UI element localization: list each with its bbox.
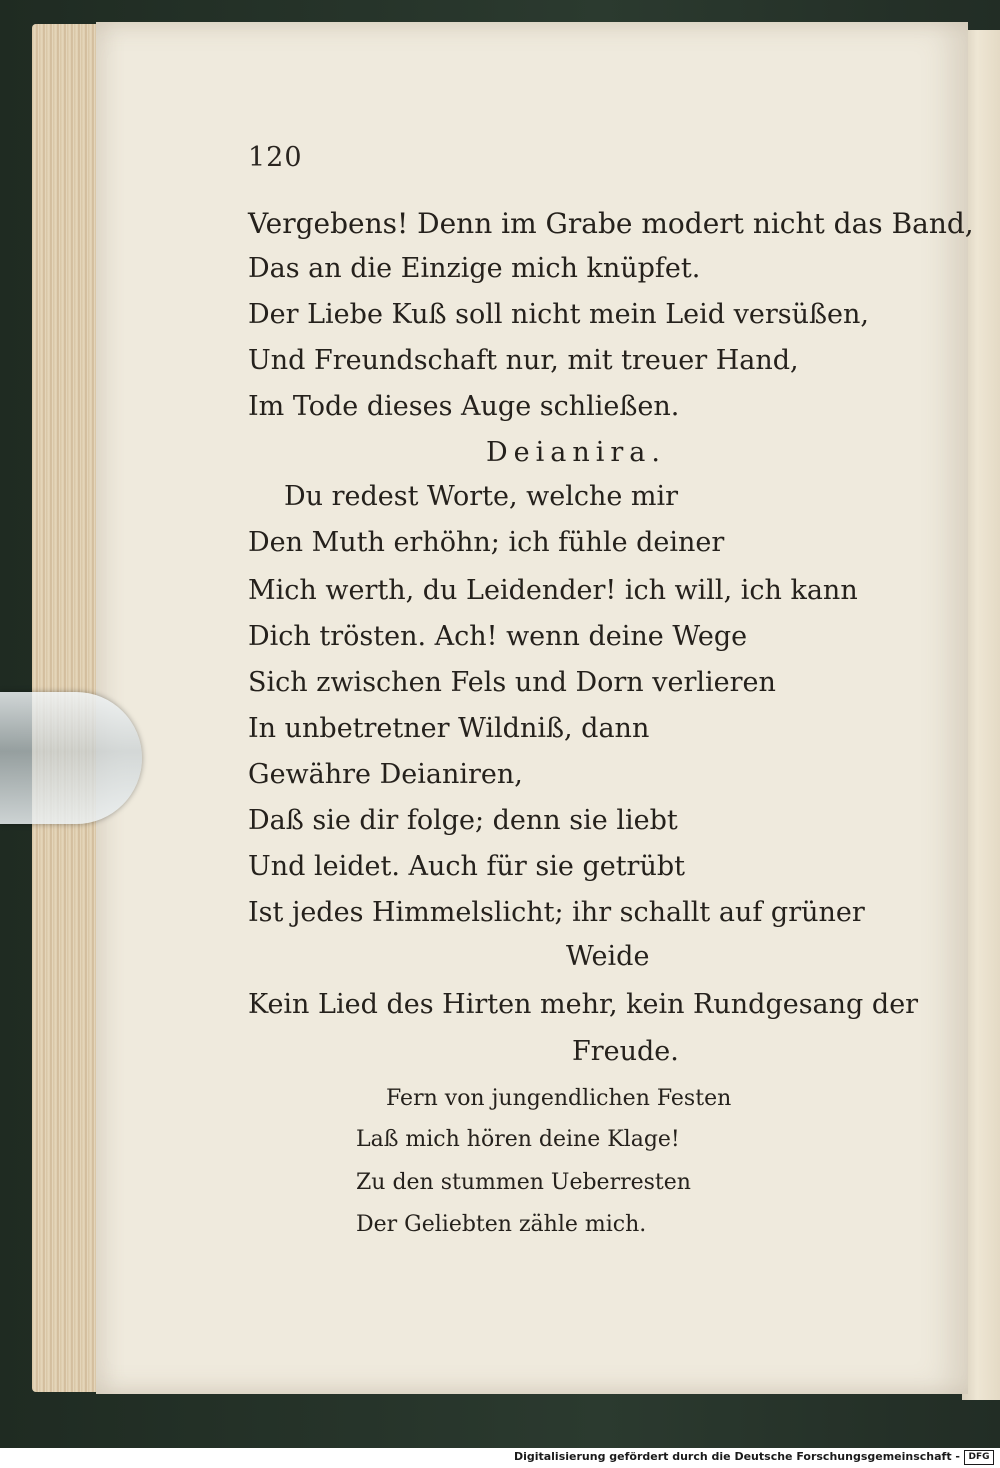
text-line: Fern von jungendlichen Festen (386, 1086, 732, 1111)
text-line: Daß sie dir folge; denn sie liebt (248, 805, 678, 836)
text-line: Du redest Worte, welche mir (284, 481, 679, 512)
text-line: Im Tode dieses Auge schließen. (248, 391, 680, 422)
speaker-heading: Deianira. (486, 437, 666, 468)
text-line: Sich zwischen Fels und Dorn verlieren (248, 667, 776, 698)
text-line: Der Liebe Kuß soll nicht mein Leid versüßen, (248, 299, 869, 330)
text-line: Kein Lied des Hirten mehr, kein Rundgesang der (248, 989, 919, 1020)
text-line: Laß mich hören deine Klage! (356, 1127, 680, 1152)
text-line: Der Geliebten zähle mich. (356, 1212, 647, 1237)
text-line: Freude. (572, 1036, 679, 1067)
dfg-logo: DFG (964, 1450, 994, 1465)
text-line: Mich werth, du Leidender! ich will, ich kann (248, 575, 858, 606)
text-line: Zu den stummen Ueberresten (356, 1170, 691, 1195)
book-clip (0, 692, 142, 824)
text-line: In unbetretner Wildniß, dann (248, 713, 650, 744)
funding-credit: Digitalisierung gefördert durch die Deutsche Forschungsgemeinschaft - (513, 1450, 960, 1463)
text-line: Ist jedes Himmelslicht; ihr schallt auf grüner (248, 897, 865, 928)
text-line: Gewähre Deianiren, (248, 759, 523, 790)
text-line: Den Muth erhöhn; ich fühle deiner (248, 527, 725, 558)
text-line: Weide (566, 941, 650, 972)
text-line: Und leidet. Auch für sie getrübt (248, 851, 685, 882)
text-line: Vergebens! Denn im Grabe modert nicht das Band, (248, 207, 974, 240)
text-line: Dich trösten. Ach! wenn deine Wege (248, 621, 748, 652)
text-line: Das an die Einzige mich knüpfet. (248, 253, 701, 284)
text-line: Und Freundschaft nur, mit treuer Hand, (248, 345, 799, 376)
page-number: 120 (248, 142, 303, 173)
